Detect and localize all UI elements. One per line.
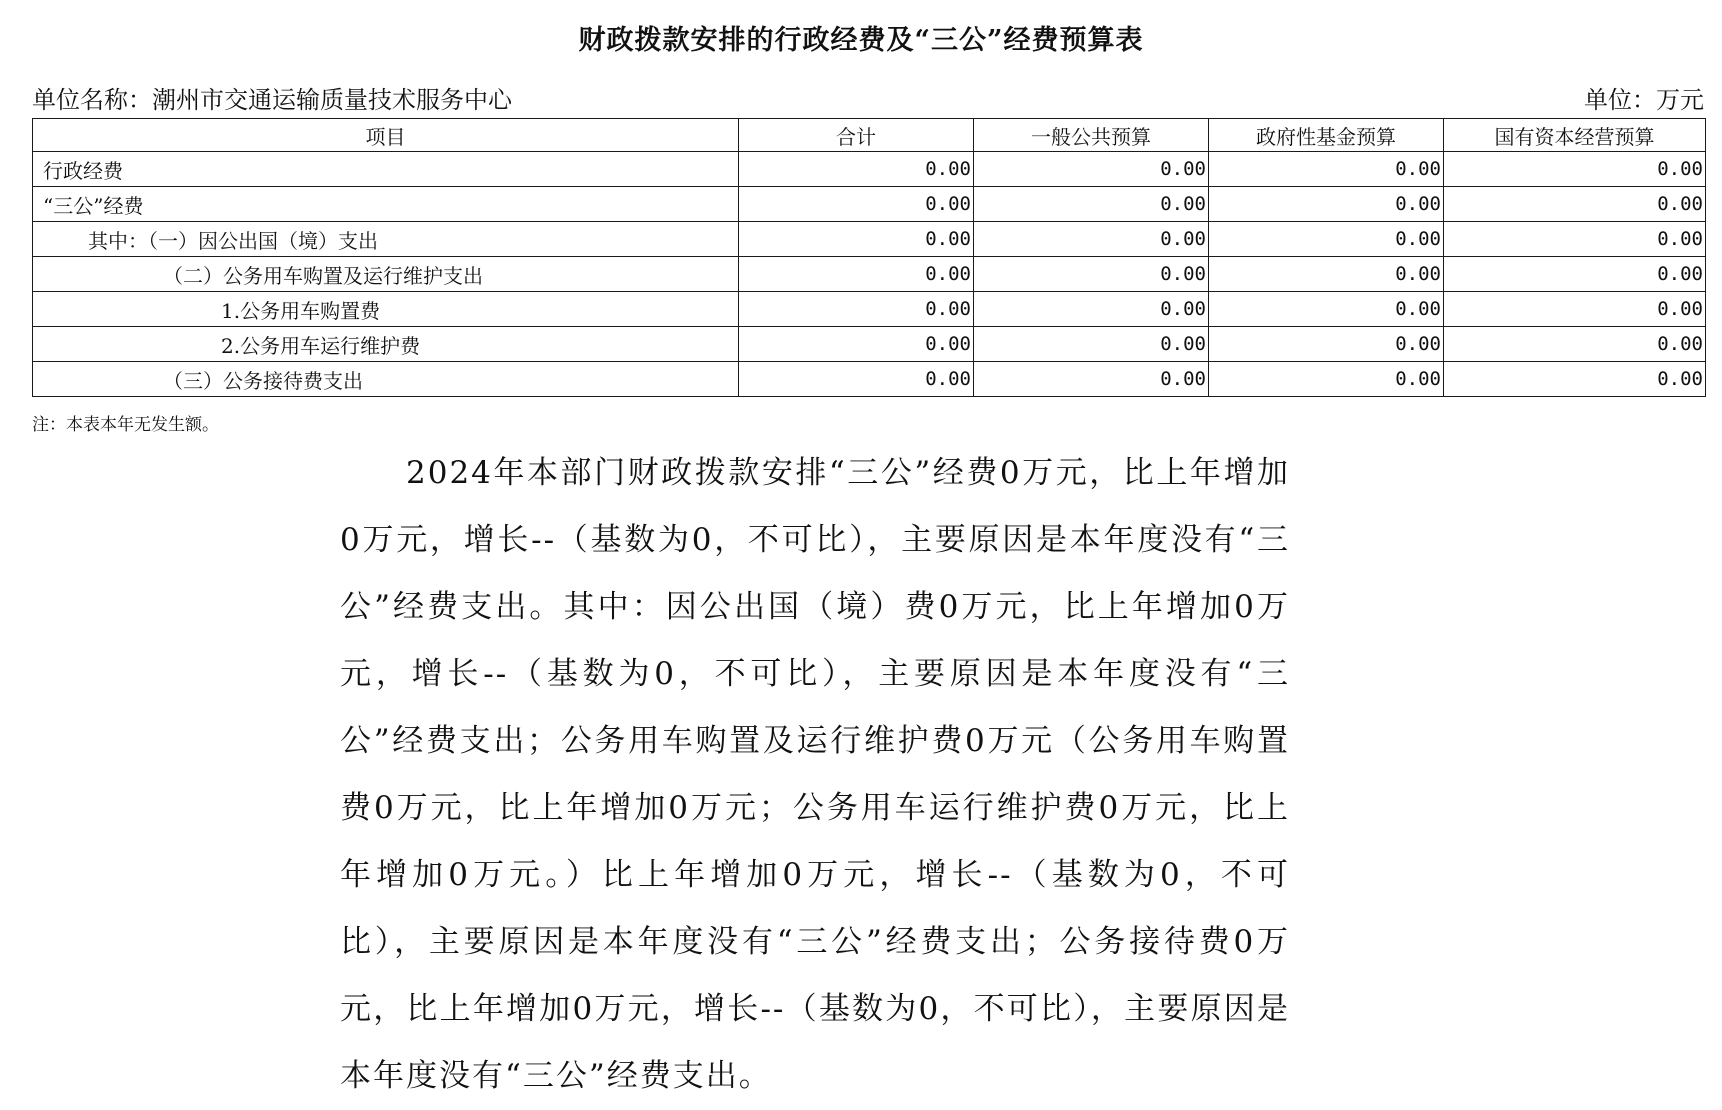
table-row — [33, 152, 1706, 187]
row-item: （三）公务接待费支出 — [33, 362, 739, 397]
row-fund: 0.00 — [1209, 152, 1444, 187]
unit-name: 单位名称：潮州市交通运输质量技术服务中心 — [32, 86, 512, 114]
unit-label: 单位：万元 — [1584, 86, 1704, 114]
row-general: 0.00 — [974, 292, 1209, 327]
table-row — [33, 292, 1706, 327]
row-fund: 0.00 — [1209, 362, 1444, 397]
row-state: 0.00 — [1444, 152, 1706, 187]
row-general: 0.00 — [974, 222, 1209, 257]
row-general: 0.00 — [974, 152, 1209, 187]
explanation-paragraph: 2024年本部门财政拨款安排“三公”经费0万元，比上年增加0万元，增长--（基数为0，不可比），主要原因是本年度没有“三公”经费支出。其中：因公出国（境）费0万元，比上年增加0万元，增长--（基数为0，不可比），主要原因是本年度没有“三公”经费支出；公务用车购置及运行维护费0万元（公务用车购置费0万元，比上年增加0万元；公务用车运行维护费0万元，比上年增加0万元。）比上年增加0万元，增长--（基数为0，不可比），主要原因是本年度没有“三公”经费支出；公务接待费0万元，比上年增加0万元，增长--（基数为0，不可比），主要原因是本年度没有“三公”经费支出。 — [340, 455, 1290, 1094]
row-item: 行政经费 — [33, 152, 739, 187]
header-total: 合计 — [739, 119, 974, 152]
row-fund: 0.00 — [1209, 327, 1444, 362]
row-fund: 0.00 — [1209, 257, 1444, 292]
row-total: 0.00 — [739, 257, 974, 292]
row-general: 0.00 — [974, 327, 1209, 362]
table-row — [33, 222, 1706, 257]
row-item: （二）公务用车购置及运行维护支出 — [33, 257, 739, 292]
meta-row — [32, 84, 1704, 116]
row-state: 0.00 — [1444, 292, 1706, 327]
row-state: 0.00 — [1444, 327, 1706, 362]
page-title: 财政拨款安排的行政经费及“三公”经费预算表 — [578, 25, 1144, 56]
row-item: 1.公务用车购置费 — [33, 292, 739, 327]
budget-table — [32, 118, 1706, 397]
row-fund: 0.00 — [1209, 187, 1444, 222]
row-item: 2.公务用车运行维护费 — [33, 327, 739, 362]
table-row — [33, 327, 1706, 362]
row-state: 0.00 — [1444, 362, 1706, 397]
row-fund: 0.00 — [1209, 292, 1444, 327]
header-state: 国有资本经营预算 — [1444, 119, 1706, 152]
table-note: 注：本表本年无发生额。 — [32, 415, 219, 435]
row-total: 0.00 — [739, 187, 974, 222]
table-row — [33, 257, 1706, 292]
row-general: 0.00 — [974, 187, 1209, 222]
row-state: 0.00 — [1444, 187, 1706, 222]
row-general: 0.00 — [974, 362, 1209, 397]
row-total: 0.00 — [739, 152, 974, 187]
row-total: 0.00 — [739, 222, 974, 257]
header-general: 一般公共预算 — [974, 119, 1209, 152]
header-fund: 政府性基金预算 — [1209, 119, 1444, 152]
row-total: 0.00 — [739, 362, 974, 397]
row-total: 0.00 — [739, 327, 974, 362]
row-general: 0.00 — [974, 257, 1209, 292]
row-state: 0.00 — [1444, 222, 1706, 257]
table-header-row — [33, 119, 1706, 152]
table-row — [33, 187, 1706, 222]
row-item: 其中：（一）因公出国（境）支出 — [33, 222, 739, 257]
row-state: 0.00 — [1444, 257, 1706, 292]
row-fund: 0.00 — [1209, 222, 1444, 257]
table-row — [33, 362, 1706, 397]
row-item: “三公”经费 — [33, 187, 739, 222]
header-item: 项目 — [33, 119, 739, 152]
row-total: 0.00 — [739, 292, 974, 327]
